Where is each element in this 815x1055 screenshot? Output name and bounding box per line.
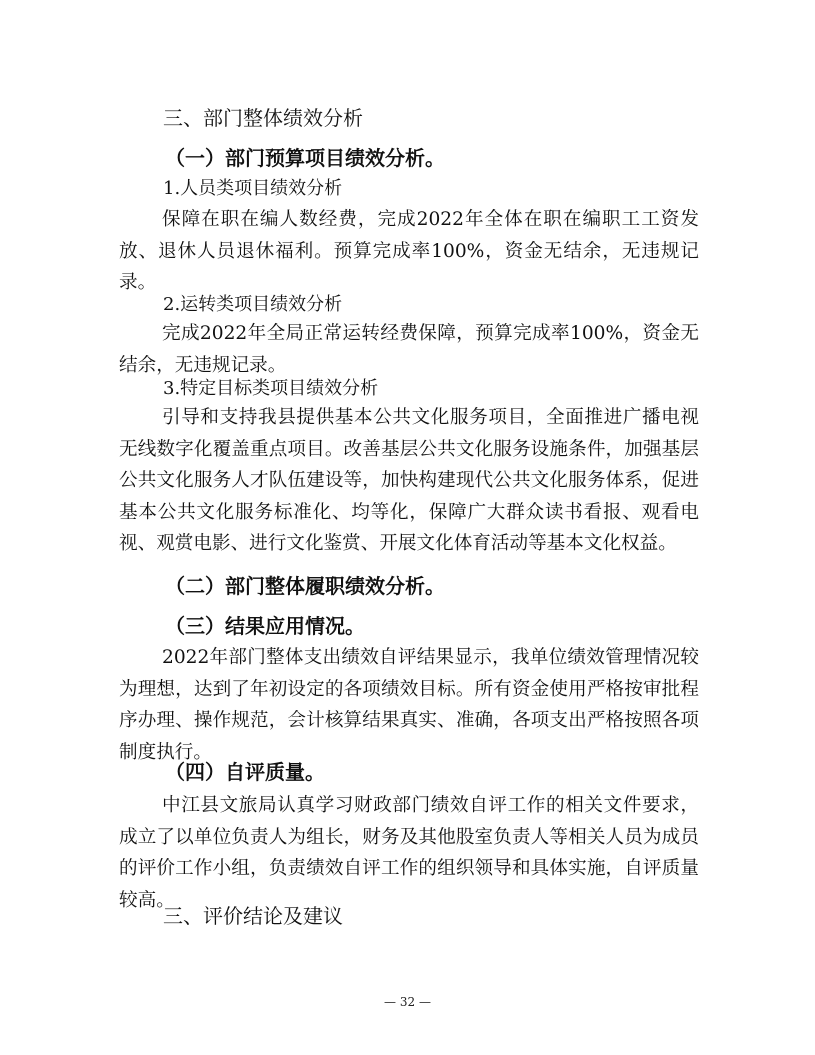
subheading-budget-project-performance: （一）部门预算项目绩效分析。 [165,146,445,170]
item-operation-text: 完成2022年全局正常运转经费保障，预算完成率100%，资金无结余，无违规记录。 [119,323,699,376]
result-application-text: 2022年部门整体支出绩效自评结果显示，我单位绩效管理情况较为理想，达到了年初设定的各项绩效目标。所有资金使用严格按审批程序办理、操作规范，会计核算结果真实、准确，各项支出严格按照各项制度执行。 [119,647,699,763]
subheading-result-application: （三）结果应用情况。 [165,614,365,638]
subheading-overall-duty-performance: （二）部门整体履职绩效分析。 [165,574,445,598]
item-personnel-title: 1.人员类项目绩效分析 [163,178,343,199]
item-special-target-text: 引导和支持我县提供基本公共文化服务项目，全面推进广播电视无线数字化覆盖重点项目。改善基层公共文化服务设施条件，加强基层公共文化服务人才队伍建设等，加快构建现代公共文化服务体系，促进基本公共文化服务标准化、均等化，保障广大群众读书看报、观看电视、观赏电影、进行文化鉴赏、开展文化体育活动等基本文化权益。 [119,407,699,554]
section-heading-performance-analysis: 三、部门整体绩效分析 [163,106,363,130]
item-personnel-text: 保障在职在编人数经费，完成2022年全体在职在编职工工资发放、退休人员退休福利。预算完成率100%，资金无结余，无违规记录。 [119,209,699,293]
item-special-target-title: 3.特定目标类项目绩效分析 [163,378,379,399]
item-operation-title: 2.运转类项目绩效分析 [163,294,343,315]
subheading-self-evaluation-quality: （四）自评质量。 [165,760,325,784]
section-heading-conclusion: 三、评价结论及建议 [163,904,343,928]
page-number: — 32 — [384,995,431,1009]
self-evaluation-quality-text: 中江县文旅局认真学习财政部门绩效自评工作的相关文件要求，成立了以单位负责人为组长，财务及其他股室负责人等相关人员为成员的评价工作小组，负责绩效自评工作的组织领导和具体实施，自评质量较高。 [119,795,699,911]
